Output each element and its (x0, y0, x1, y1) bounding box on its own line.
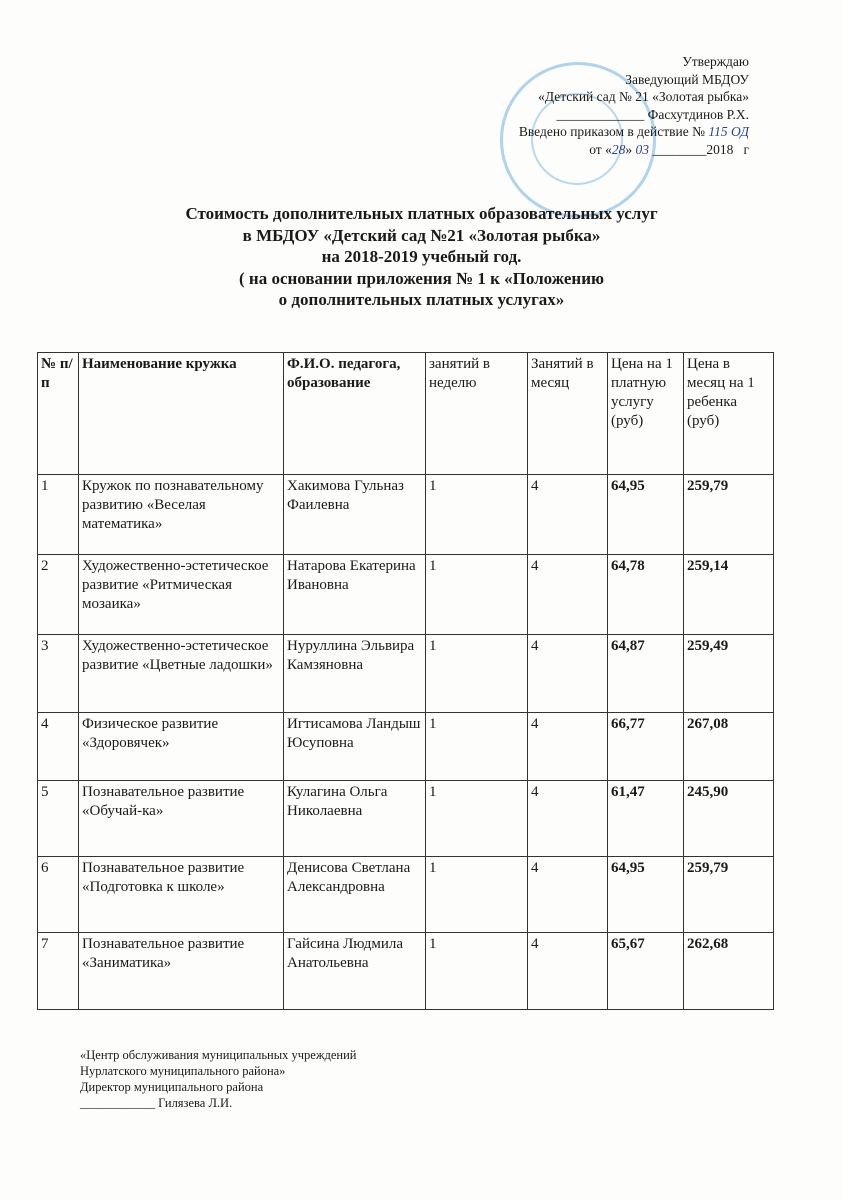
cell-price-per-month: 259,79 (684, 857, 774, 933)
cell-teacher: Нуруллина Эльвира Камзяновна (284, 635, 426, 713)
cell-number: 1 (38, 475, 79, 555)
table-row (38, 555, 774, 635)
footer-line: Нурлатского муниципального района» (80, 1064, 286, 1078)
cell-club-name: Художественно-эстетическое развитие «Цветные ладошки» (79, 635, 284, 713)
cell-club-name: Познавательное развитие «Обучай-ка» (79, 781, 284, 857)
table-header-row (38, 353, 774, 475)
header-price-per-service: Цена на 1 платную услугу (руб) (608, 353, 684, 475)
cell-club-name: Физическое развитие «Здоровячек» (79, 713, 284, 781)
document-title (0, 203, 843, 311)
cell-teacher: Натарова Екатерина Ивановна (284, 555, 426, 635)
cell-teacher: Гайсина Людмила Анатольевна (284, 933, 426, 1010)
cell-club-name: Познавательное развитие «Заниматика» (79, 933, 284, 1010)
table-row (38, 635, 774, 713)
cell-per-month: 4 (528, 555, 608, 635)
date-month: 03 (635, 141, 649, 157)
signature-line: _____________ Фасхутдинов Р.Х. (556, 106, 749, 122)
cell-price-per-month: 262,68 (684, 933, 774, 1010)
table-row (38, 933, 774, 1010)
cell-per-week: 1 (426, 781, 528, 857)
cell-per-week: 1 (426, 475, 528, 555)
approval-block (519, 53, 749, 158)
header-price-per-month: Цена в месяц на 1 ребенка (руб) (684, 353, 774, 475)
cell-price-per-month: 259,49 (684, 635, 774, 713)
header-per-month: Занятий в месяц (528, 353, 608, 475)
cell-price-per-month: 259,14 (684, 555, 774, 635)
table-row (38, 713, 774, 781)
date-day: 28 (611, 141, 626, 157)
title-line: Стоимость дополнительных платных образовательных услуг (185, 204, 658, 223)
cell-number: 3 (38, 635, 79, 713)
cell-price-per-service: 64,87 (608, 635, 684, 713)
cell-teacher: Игтисамова Ландыш Юсуповна (284, 713, 426, 781)
cell-per-month: 4 (528, 933, 608, 1010)
footer-line: Директор муниципального района (80, 1080, 264, 1094)
approval-line: «Детский сад № 21 «Золотая рыбка» (538, 89, 749, 104)
cell-teacher: Хакимова Гульназ Фаилевна (284, 475, 426, 555)
cell-price-per-service: 64,95 (608, 857, 684, 933)
approval-line: Заведующий МБДОУ (625, 71, 749, 87)
cell-per-week: 1 (426, 635, 528, 713)
cell-per-month: 4 (528, 635, 608, 713)
title-line: в МБДОУ «Детский сад №21 «Золотая рыбка» (242, 225, 601, 245)
order-line (519, 123, 749, 141)
cell-number: 5 (38, 781, 79, 857)
footer-line: «Центр обслуживания муниципальных учреждений (80, 1048, 357, 1062)
cell-per-week: 1 (426, 555, 528, 635)
order-label: Введено приказом в действие № (518, 124, 705, 139)
header-club-name: Наименование кружка (79, 353, 284, 475)
cell-price-per-service: 66,77 (608, 713, 684, 781)
cell-price-per-service: 61,47 (608, 781, 684, 857)
approval-line: Утверждаю (682, 54, 749, 69)
cell-per-month: 4 (528, 713, 608, 781)
date-line: от «28» 03 ________2018 г (589, 141, 749, 157)
cell-per-month: 4 (528, 475, 608, 555)
cell-per-week: 1 (426, 713, 528, 781)
date-prefix: от « (589, 141, 612, 157)
cell-price-per-month: 245,90 (684, 781, 774, 857)
cell-per-month: 4 (528, 781, 608, 857)
cell-number: 6 (38, 857, 79, 933)
table-row (38, 475, 774, 555)
cell-number: 2 (38, 555, 79, 635)
cell-number: 7 (38, 933, 79, 1010)
cell-club-name: Познавательное развитие «Подготовка к школе» (79, 857, 284, 933)
cell-number: 4 (38, 713, 79, 781)
date-suffix: г (743, 141, 749, 157)
cell-price-per-service: 65,67 (608, 933, 684, 1010)
cell-teacher: Кулагина Ольга Николаевна (284, 781, 426, 857)
order-number: 115 ОД (708, 124, 749, 139)
cell-price-per-service: 64,95 (608, 475, 684, 555)
table-row (38, 857, 774, 933)
cell-price-per-month: 267,08 (684, 713, 774, 781)
header-teacher: Ф.И.О. педагога, образование (284, 353, 426, 475)
footer-block (80, 1047, 356, 1111)
cell-club-name: Кружок по познавательному развитию «Веселая математика» (79, 475, 284, 555)
table-row (38, 781, 774, 857)
title-line: на 2018-2019 учебный год. (321, 247, 522, 266)
cell-per-month: 4 (528, 857, 608, 933)
title-line: о дополнительных платных услугах» (278, 290, 565, 309)
footer-signature: ____________ Гилязева Л.И. (80, 1096, 233, 1110)
header-per-week: занятий в неделю (426, 353, 528, 475)
cell-price-per-service: 64,78 (608, 555, 684, 635)
cell-club-name: Художественно-эстетическое развитие «Ритмическая мозаика» (79, 555, 284, 635)
cell-teacher: Денисова Светлана Александровна (284, 857, 426, 933)
date-year: 2018 (706, 141, 734, 157)
cell-price-per-month: 259,79 (684, 475, 774, 555)
cell-per-week: 1 (426, 933, 528, 1010)
cell-per-week: 1 (426, 857, 528, 933)
services-table (37, 352, 774, 1010)
title-line: ( на основании приложения № 1 к «Положению (238, 268, 604, 288)
header-number: № п/п (38, 353, 79, 475)
